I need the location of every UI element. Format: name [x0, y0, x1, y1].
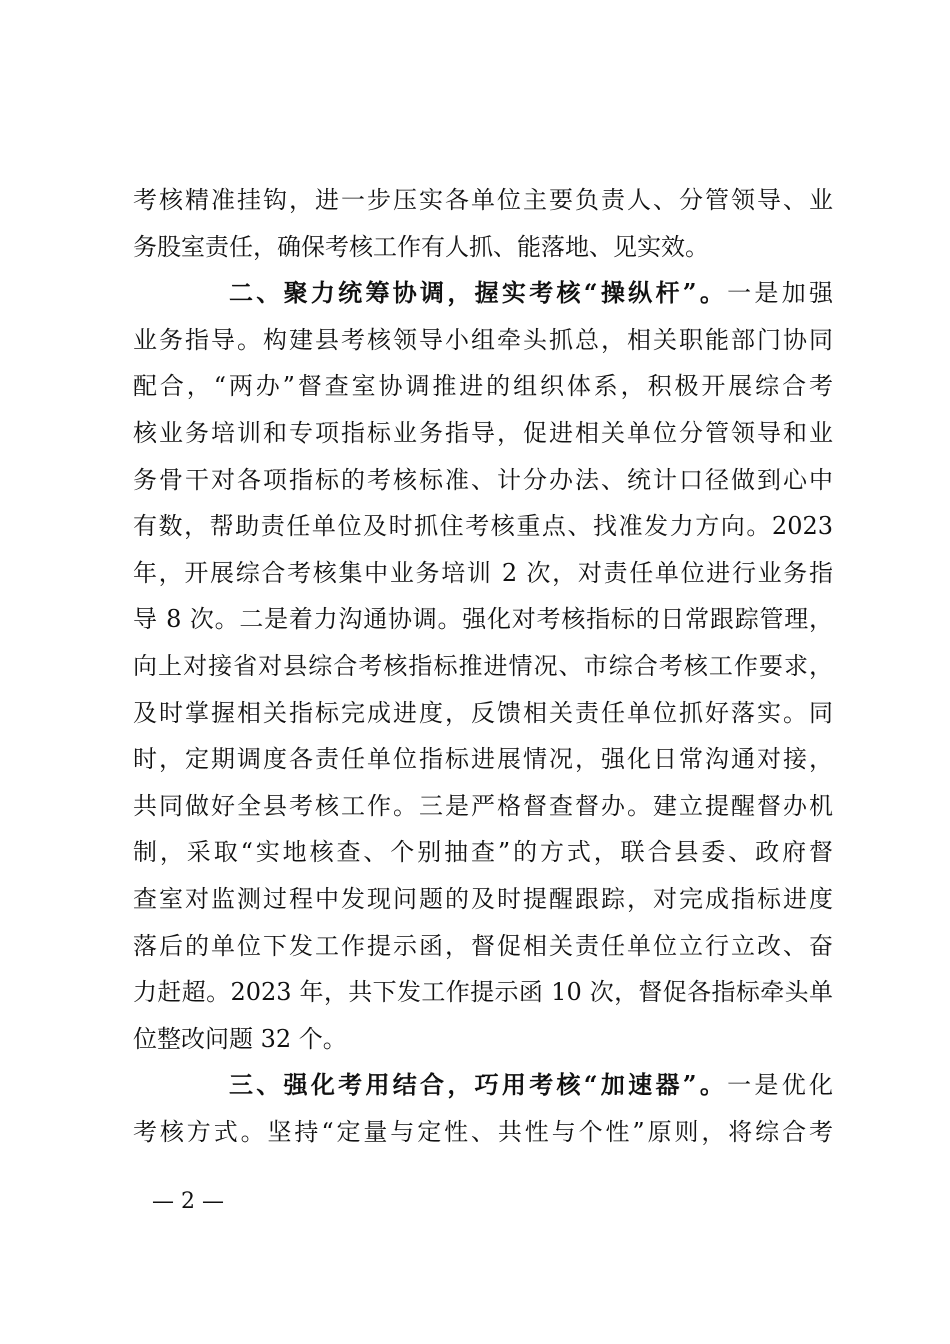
- section-heading-line: [133, 270, 833, 317]
- paragraph-line: 务骨干对各项指标的考核标准、计分办法、统计口径做到心中: [133, 465, 833, 494]
- section-heading: 二、聚力统筹协调，握实考核“操纵杆”。: [229, 278, 728, 308]
- paragraph-line: 落后的单位下发工作提示函，督促相关责任单位立行立改、奋: [133, 931, 833, 960]
- paragraph-line: 力赶超。2023 年，共下发工作提示函 10 次，督促各指标牵头单: [133, 978, 833, 1007]
- paragraph-line: 制，采取“实地核查、个别抽查”的方式，联合县委、政府督: [133, 838, 833, 867]
- page-number: — 2 —: [152, 1189, 224, 1214]
- paragraph-line: 位整改问题 32 个。: [133, 1024, 347, 1053]
- document-body: [133, 177, 833, 1155]
- paragraph-line: 及时掌握相关指标完成进度，反馈相关责任单位抓好落实。同: [133, 698, 833, 727]
- paragraph-line: 配合，“两办”督查室协调推进的组织体系，积极开展综合考: [133, 372, 833, 401]
- paragraph-line: 考核方式。坚持“定量与定性、共性与个性”原则，将综合考: [133, 1117, 833, 1146]
- section-heading: 三、强化考用结合，巧用考核“加速器”。: [229, 1070, 728, 1100]
- paragraph-line: 查室对监测过程中发现问题的及时提醒跟踪，对完成指标进度: [133, 884, 833, 913]
- paragraph-line: 务股室责任，确保考核工作有人抓、能落地、见实效。: [133, 232, 709, 261]
- paragraph-line: 业务指导。构建县考核领导小组牵头抓总，相关职能部门协同: [133, 325, 833, 354]
- paragraph-text: 一是加强: [727, 279, 834, 308]
- paragraph-text: 一是优化: [727, 1071, 834, 1100]
- section-heading-line: [133, 1062, 833, 1109]
- paragraph-line: 向上对接省对县综合考核指标推进情况、市综合考核工作要求，: [133, 651, 833, 680]
- paragraph-line: 年，开展综合考核集中业务培训 2 次，对责任单位进行业务指: [133, 558, 833, 587]
- paragraph-line: 共同做好全县考核工作。三是严格督查督办。建立提醒督办机: [133, 791, 833, 820]
- paragraph-line: 有数，帮助责任单位及时抓住考核重点、找准发力方向。2023: [133, 512, 833, 541]
- paragraph-line: 考核精准挂钩，进一步压实各单位主要负责人、分管领导、业: [133, 186, 833, 214]
- paragraph-line: 导 8 次。二是着力沟通协调。强化对考核指标的日常跟踪管理，: [133, 605, 833, 634]
- paragraph-line: 核业务培训和专项指标业务指导，促进相关单位分管领导和业: [133, 418, 833, 447]
- paragraph-line: 时，定期调度各责任单位指标进展情况，强化日常沟通对接，: [133, 745, 833, 774]
